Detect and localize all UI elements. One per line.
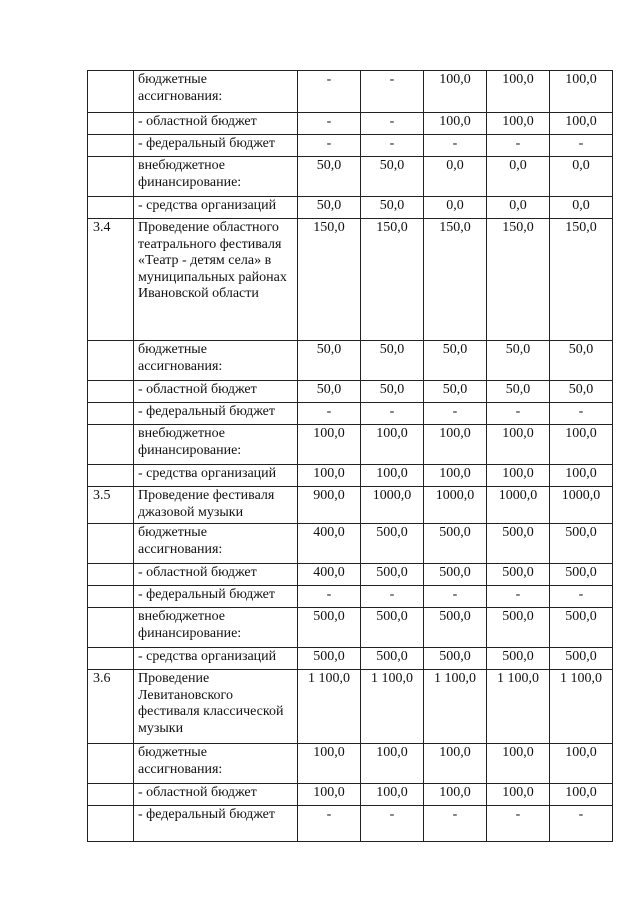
value-cell-3: - [424,586,487,608]
row-name-cell: бюджетные ассигнования: [134,341,298,381]
row-index-cell [88,381,134,403]
value-cell-4: 500,0 [487,524,550,564]
value-cell-2: 500,0 [361,564,424,586]
value-cell-1: 100,0 [298,425,361,465]
value-cell-4: 100,0 [487,465,550,487]
row-index-cell [88,648,134,670]
row-name-cell: внебюджетное финансирование: [134,608,298,648]
value-cell-5: - [550,586,613,608]
row-name-cell: - средства организаций [134,197,298,219]
table-row [88,806,613,842]
row-index-cell [88,135,134,157]
value-cell-4: - [487,586,550,608]
table-row [88,586,613,608]
row-index-cell [88,806,134,842]
value-cell-3: 100,0 [424,784,487,806]
value-cell-2: 100,0 [361,425,424,465]
value-cell-3: 100,0 [424,71,487,113]
value-cell-5: 0,0 [550,157,613,197]
value-cell-2: - [361,586,424,608]
budget-table-body [88,71,613,842]
table-row [88,487,613,524]
table-row [88,524,613,564]
row-index-cell: 3.5 [88,487,134,524]
table-row [88,425,613,465]
value-cell-3: 50,0 [424,341,487,381]
value-cell-1: 100,0 [298,784,361,806]
row-name-cell: - областной бюджет [134,784,298,806]
value-cell-4: 150,0 [487,219,550,341]
value-cell-2: 100,0 [361,744,424,784]
row-index-cell [88,425,134,465]
value-cell-1: - [298,806,361,842]
value-cell-5: 50,0 [550,341,613,381]
row-index-cell [88,524,134,564]
table-row [88,670,613,744]
value-cell-5: 100,0 [550,784,613,806]
value-cell-5: 100,0 [550,465,613,487]
row-index-cell [88,465,134,487]
value-cell-2: - [361,113,424,135]
value-cell-1: 500,0 [298,608,361,648]
value-cell-2: 100,0 [361,465,424,487]
value-cell-5: 150,0 [550,219,613,341]
value-cell-1: 150,0 [298,219,361,341]
row-name-cell: внебюджетное финансирование: [134,425,298,465]
value-cell-5: 500,0 [550,648,613,670]
value-cell-1: - [298,71,361,113]
value-cell-2: - [361,135,424,157]
value-cell-5: - [550,806,613,842]
row-index-cell: 3.6 [88,670,134,744]
value-cell-2: 50,0 [361,157,424,197]
value-cell-2: 50,0 [361,381,424,403]
table-row [88,113,613,135]
value-cell-1: - [298,113,361,135]
value-cell-1: 1 100,0 [298,670,361,744]
table-row [88,157,613,197]
row-index-cell: 3.4 [88,219,134,341]
value-cell-1: 100,0 [298,744,361,784]
row-index-cell [88,341,134,381]
table-row [88,784,613,806]
value-cell-3: 100,0 [424,744,487,784]
value-cell-3: - [424,135,487,157]
value-cell-3: 1000,0 [424,487,487,524]
value-cell-4: 100,0 [487,425,550,465]
row-index-cell [88,71,134,113]
value-cell-4: 0,0 [487,197,550,219]
table-row [88,71,613,113]
value-cell-3: 50,0 [424,381,487,403]
budget-table [87,70,613,842]
value-cell-4: 100,0 [487,71,550,113]
value-cell-4: 50,0 [487,341,550,381]
table-row [88,341,613,381]
row-index-cell [88,784,134,806]
value-cell-3: 0,0 [424,157,487,197]
value-cell-3: 500,0 [424,524,487,564]
row-index-cell [88,564,134,586]
value-cell-5: 1000,0 [550,487,613,524]
row-name-cell: - средства организаций [134,648,298,670]
row-index-cell [88,403,134,425]
value-cell-3: 100,0 [424,113,487,135]
value-cell-5: 1 100,0 [550,670,613,744]
value-cell-5: 50,0 [550,381,613,403]
value-cell-4: 500,0 [487,608,550,648]
value-cell-2: 1000,0 [361,487,424,524]
row-name-cell: - федеральный бюджет [134,586,298,608]
table-row [88,403,613,425]
table-row [88,465,613,487]
value-cell-3: 1 100,0 [424,670,487,744]
value-cell-2: 1 100,0 [361,670,424,744]
row-name-cell: - федеральный бюджет [134,806,298,842]
value-cell-1: 900,0 [298,487,361,524]
value-cell-5: 100,0 [550,425,613,465]
value-cell-2: 500,0 [361,524,424,564]
value-cell-5: - [550,135,613,157]
value-cell-2: 500,0 [361,608,424,648]
value-cell-5: 500,0 [550,608,613,648]
value-cell-3: - [424,806,487,842]
value-cell-3: 100,0 [424,465,487,487]
value-cell-2: - [361,71,424,113]
row-name-cell: внебюджетное финансирование: [134,157,298,197]
table-row [88,381,613,403]
value-cell-3: 500,0 [424,564,487,586]
value-cell-4: 50,0 [487,381,550,403]
value-cell-1: 400,0 [298,524,361,564]
row-name-cell: бюджетные ассигнования: [134,744,298,784]
value-cell-4: 100,0 [487,113,550,135]
row-name-cell: - областной бюджет [134,564,298,586]
row-name-cell: - федеральный бюджет [134,135,298,157]
value-cell-2: 100,0 [361,784,424,806]
value-cell-4: 1000,0 [487,487,550,524]
value-cell-5: 100,0 [550,113,613,135]
value-cell-5: 100,0 [550,744,613,784]
value-cell-4: 0,0 [487,157,550,197]
value-cell-3: 100,0 [424,425,487,465]
value-cell-2: 50,0 [361,197,424,219]
table-row [88,197,613,219]
row-name-cell: бюджетные ассигнования: [134,71,298,113]
value-cell-5: - [550,403,613,425]
value-cell-1: 100,0 [298,465,361,487]
value-cell-5: 100,0 [550,71,613,113]
row-name-cell: Проведение Левитановского фестиваля классической музыки [134,670,298,744]
value-cell-2: - [361,806,424,842]
value-cell-4: - [487,135,550,157]
value-cell-3: 500,0 [424,608,487,648]
row-name-cell: Проведение областного театрального фестиваля «Театр - детям села» в муниципальных районах Ивановской области [134,219,298,341]
value-cell-1: 500,0 [298,648,361,670]
value-cell-4: 500,0 [487,564,550,586]
value-cell-3: 150,0 [424,219,487,341]
row-index-cell [88,197,134,219]
value-cell-2: 150,0 [361,219,424,341]
row-name-cell: Проведение фестиваля джазовой музыки [134,487,298,524]
value-cell-1: 400,0 [298,564,361,586]
table-row [88,135,613,157]
row-index-cell [88,157,134,197]
value-cell-2: 500,0 [361,648,424,670]
value-cell-3: 500,0 [424,648,487,670]
value-cell-2: 50,0 [361,341,424,381]
value-cell-5: 500,0 [550,524,613,564]
value-cell-2: - [361,403,424,425]
row-name-cell: бюджетные ассигнования: [134,524,298,564]
value-cell-1: 50,0 [298,197,361,219]
value-cell-4: 100,0 [487,744,550,784]
row-name-cell: - средства организаций [134,465,298,487]
value-cell-5: 0,0 [550,197,613,219]
row-index-cell [88,608,134,648]
table-row [88,564,613,586]
row-index-cell [88,744,134,784]
value-cell-4: 1 100,0 [487,670,550,744]
row-index-cell [88,586,134,608]
table-row [88,744,613,784]
row-name-cell: - областной бюджет [134,381,298,403]
row-name-cell: - федеральный бюджет [134,403,298,425]
value-cell-3: - [424,403,487,425]
table-row [88,608,613,648]
value-cell-4: - [487,806,550,842]
value-cell-1: - [298,135,361,157]
value-cell-4: 500,0 [487,648,550,670]
value-cell-3: 0,0 [424,197,487,219]
value-cell-4: 100,0 [487,784,550,806]
value-cell-1: 50,0 [298,157,361,197]
row-index-cell [88,113,134,135]
table-row [88,648,613,670]
value-cell-1: 50,0 [298,381,361,403]
value-cell-5: 500,0 [550,564,613,586]
table-row [88,219,613,341]
value-cell-1: - [298,586,361,608]
value-cell-1: 50,0 [298,341,361,381]
value-cell-4: - [487,403,550,425]
row-name-cell: - областной бюджет [134,113,298,135]
value-cell-1: - [298,403,361,425]
